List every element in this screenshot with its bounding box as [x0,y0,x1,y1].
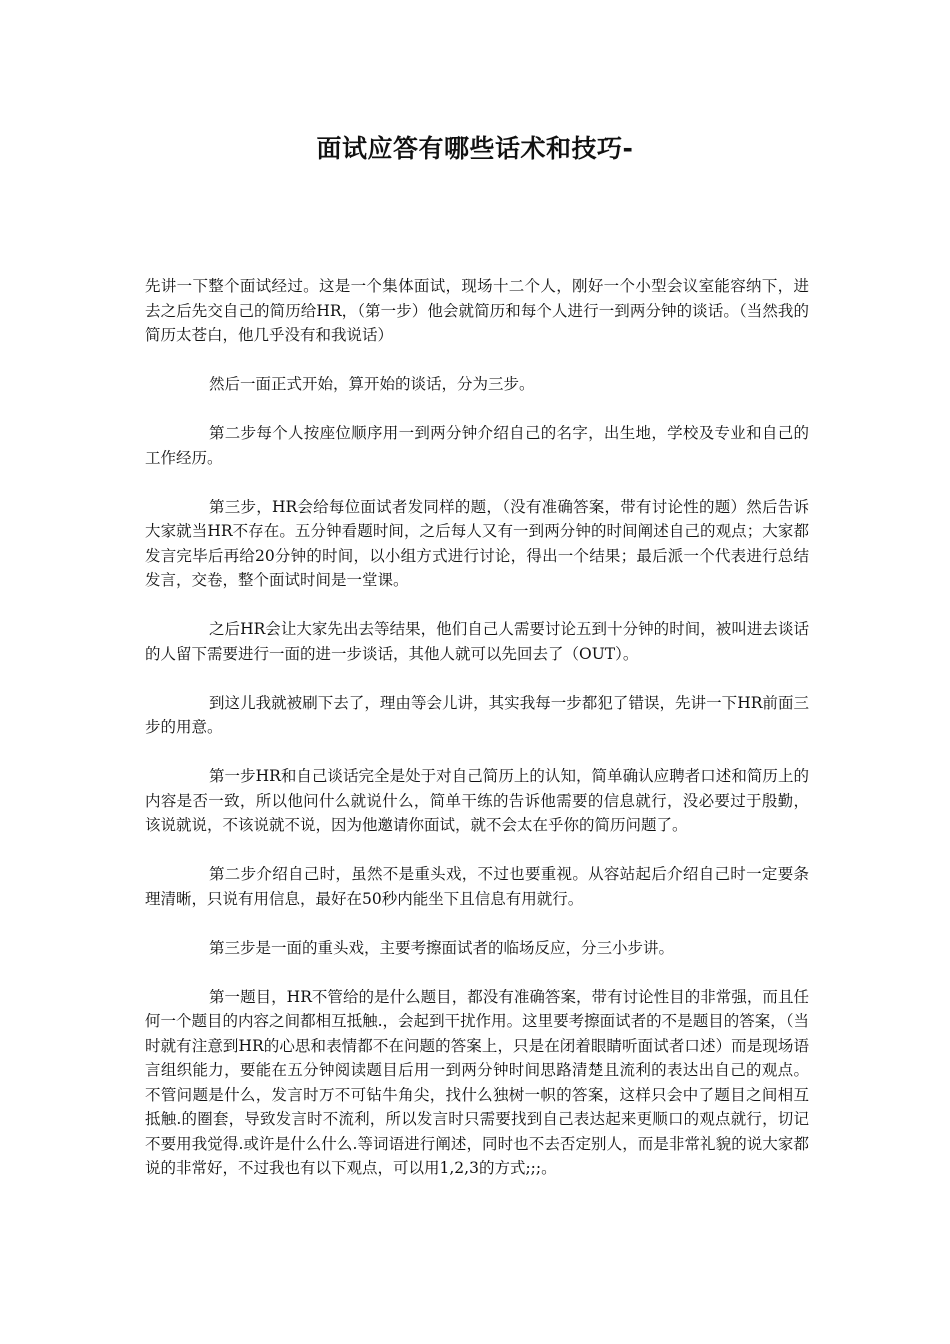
document-title: 面试应答有哪些话术和技巧- [316,134,634,163]
paragraph-analysis-step-three: 第三步是一面的重头戏，主要考擦面试者的临场反应，分三小步讲。 [209,938,675,957]
paragraph-eliminated: 到这儿我就被刷下去了，理由等会儿讲，其实我每一步都犯了错误，先讲一下HR前面三步的用意。 [145,693,809,736]
paragraph-three-steps: 然后一面正式开始，算开始的谈话，分为三步。 [209,375,535,393]
paragraph-step-two: 第二步每个人按座位顺序用一到两分钟介绍自己的名字，出生地，学校及专业和自己的工作经历。 [145,424,809,467]
paragraph-after-discussion: 之后HR会让大家先出去等结果，他们自己人需要讨论五到十分钟的时间，被叫进去谈话的人留下需要进行一面的进一步谈话，其他人就可以先回去了（OUT）。 [145,620,809,663]
paragraph-step-three: 第三步，HR会给每位面试者发同样的题，（没有准确答案，带有讨论性的题）然后告诉大家就当HR不存在。五分钟看题时间，之后每人又有一到两分钟的时间阐述自己的观点；大家都发言完毕后再给20分钟的时间，以小组方式进行讨论，得出一个结果；最后派一个代表进行总结发言，交卷，整个面试时间是一堂课。 [145,497,809,589]
document-body [145,274,809,1205]
paragraph-analysis-step-one: 第一步HR和自己谈话完全是处于对自己简历上的认知，简单确认应聘者口述和简历上的内容是否一致，所以他问什么就说什么，简单干练的告诉他需要的信息就行，没必要过于殷勤，该说就说，不该说就不说，因为他邀请你面试，就不会太在乎你的简历问题了。 [145,767,809,834]
paragraph-analysis-step-two: 第二步介绍自己时，虽然不是重头戏，不过也要重视。从容站起后介绍自己时一定要条理清晰，只说有用信息，最好在50秒内能坐下且信息有用就行。 [145,865,809,908]
paragraph-intro: 先讲一下整个面试经过。这是一个集体面试，现场十二个人，刚好一个小型会议室能容纳下，进去之后先交自己的简历给HR，（第一步）他会就简历和每个人进行一到两分钟的谈话。（当然我的简历太苍白，他几乎没有和我说话） [145,277,809,344]
paragraph-first-question: 第一题目，HR不管给的是什么题目，都没有准确答案，带有讨论性目的非常强，而且任何一个题目的内容之间都相互抵触.，会起到干扰作用。这里要考擦面试者的不是题目的答案，（当时就有注意到HR的心思和表情都不在问题的答案上，只是在闭着眼睛听面试者口述）而是现场语言组织能力，要能在五分钟阅读题目后用一到两分钟时间思路清楚且流利的表达出自己的观点。不管问题是什么，发言时万不可钻牛角尖，找什么独树一帜的答案，这样只会中了题目之间相互抵触.的圈套，导致发言时不流利，所以发言时只需要找到自己表达起来更顺口的观点就行，切记不要用我觉得.或许是什么什么.等词语进行阐述，同时也不去否定别人，而是非常礼貌的说大家都说的非常好，不过我也有以下观点，可以用1,2,3的方式;;;。 [145,987,809,1177]
